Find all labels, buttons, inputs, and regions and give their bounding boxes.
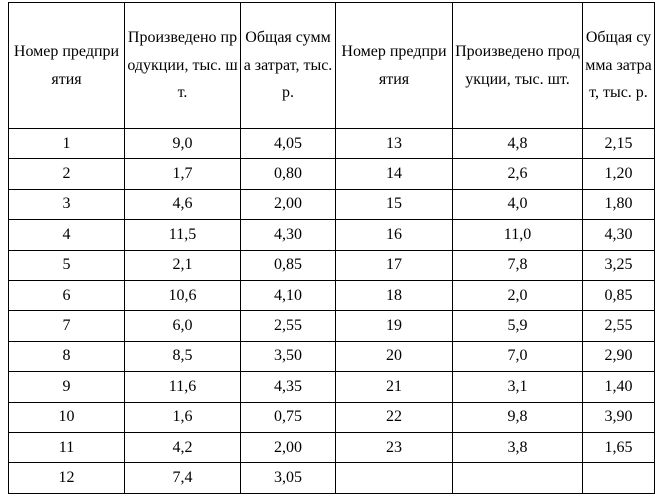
- cell-total-cost: 2,15: [583, 129, 655, 159]
- enterprise-cost-table: [8, 2, 655, 494]
- cell-total-cost: 0,85: [241, 250, 336, 280]
- cell-enterprise-number: 10: [9, 402, 125, 432]
- cell-total-cost: 3,05: [241, 463, 336, 493]
- cell-total-cost: 3,25: [583, 250, 655, 280]
- cell-output: 3,8: [453, 432, 583, 462]
- cell-output: 2,1: [125, 250, 241, 280]
- cell-output: 1,7: [125, 159, 241, 189]
- table-row: [9, 432, 655, 462]
- cell-total-cost: 4,30: [241, 220, 336, 250]
- header-output: Произведено продукции, тыс. шт.: [125, 3, 241, 129]
- cell-output: 7,8: [453, 250, 583, 280]
- cell-enterprise-number: 13: [336, 129, 453, 159]
- cell-enterprise-number: 21: [336, 372, 453, 402]
- cell-enterprise-number: 22: [336, 402, 453, 432]
- cell-total-cost: 4,10: [241, 280, 336, 310]
- cell-total-cost: 2,90: [583, 341, 655, 371]
- cell-output: 8,5: [125, 341, 241, 371]
- table-row: [9, 372, 655, 402]
- cell-output: 9,0: [125, 129, 241, 159]
- cell-output: 5,9: [453, 311, 583, 341]
- cell-enterprise-number: 4: [9, 220, 125, 250]
- cell-output: 3,1: [453, 372, 583, 402]
- cell-output: 11,6: [125, 372, 241, 402]
- cell-enterprise-number: 2: [9, 159, 125, 189]
- cell-output: 2,6: [453, 159, 583, 189]
- cell-total-cost: 2,55: [583, 311, 655, 341]
- cell-enterprise-number: 6: [9, 280, 125, 310]
- cell-enterprise-number: 12: [9, 463, 125, 493]
- cell-total-cost: 1,20: [583, 159, 655, 189]
- table-row: [9, 159, 655, 189]
- cell-enterprise-number: 7: [9, 311, 125, 341]
- cell-output: 9,8: [453, 402, 583, 432]
- cell-output: 4,6: [125, 189, 241, 219]
- cell-enterprise-number: 23: [336, 432, 453, 462]
- cell-total-cost: 1,65: [583, 432, 655, 462]
- cell-enterprise-number: 16: [336, 220, 453, 250]
- cell-output: 10,6: [125, 280, 241, 310]
- table-row: [9, 463, 655, 493]
- cell-output: 7,0: [453, 341, 583, 371]
- cell-output: 4,2: [125, 432, 241, 462]
- cell-total-cost: 1,40: [583, 372, 655, 402]
- cell-enterprise-number: [336, 463, 453, 493]
- table-row: [9, 129, 655, 159]
- cell-enterprise-number: 3: [9, 189, 125, 219]
- table-header-row: [9, 3, 655, 129]
- cell-enterprise-number: 1: [9, 129, 125, 159]
- cell-total-cost: 4,30: [583, 220, 655, 250]
- table-row: [9, 402, 655, 432]
- cell-total-cost: 0,75: [241, 402, 336, 432]
- cell-total-cost: 2,00: [241, 432, 336, 462]
- cell-total-cost: 2,55: [241, 311, 336, 341]
- cell-output: 4,8: [453, 129, 583, 159]
- table-row: [9, 189, 655, 219]
- table-row: [9, 280, 655, 310]
- cell-enterprise-number: 8: [9, 341, 125, 371]
- cell-total-cost: 0,80: [241, 159, 336, 189]
- cell-output: 7,4: [125, 463, 241, 493]
- table-row: [9, 341, 655, 371]
- cell-total-cost: 3,50: [241, 341, 336, 371]
- cell-output: 11,5: [125, 220, 241, 250]
- table-row: [9, 220, 655, 250]
- cell-enterprise-number: 17: [336, 250, 453, 280]
- cell-total-cost: 2,00: [241, 189, 336, 219]
- cell-enterprise-number: 5: [9, 250, 125, 280]
- cell-total-cost: 4,05: [241, 129, 336, 159]
- cell-enterprise-number: 19: [336, 311, 453, 341]
- header-output: Произведено продукции, тыс. шт.: [453, 3, 583, 129]
- cell-total-cost: 3,90: [583, 402, 655, 432]
- cell-enterprise-number: 14: [336, 159, 453, 189]
- cell-total-cost: 0,85: [583, 280, 655, 310]
- cell-enterprise-number: 9: [9, 372, 125, 402]
- cell-total-cost: [583, 463, 655, 493]
- header-enterprise-number: Номер предприятия: [9, 3, 125, 129]
- cell-output: [453, 463, 583, 493]
- cell-enterprise-number: 20: [336, 341, 453, 371]
- table-row: [9, 250, 655, 280]
- cell-total-cost: 4,35: [241, 372, 336, 402]
- cell-enterprise-number: 15: [336, 189, 453, 219]
- cell-total-cost: 1,80: [583, 189, 655, 219]
- cell-enterprise-number: 18: [336, 280, 453, 310]
- cell-output: 11,0: [453, 220, 583, 250]
- cell-output: 2,0: [453, 280, 583, 310]
- table-row: [9, 311, 655, 341]
- cell-output: 1,6: [125, 402, 241, 432]
- header-total-cost: Общая сумма затрат, тыс. р.: [241, 3, 336, 129]
- cell-output: 6,0: [125, 311, 241, 341]
- header-enterprise-number: Номер предприятия: [336, 3, 453, 129]
- cell-enterprise-number: 11: [9, 432, 125, 462]
- cell-output: 4,0: [453, 189, 583, 219]
- header-total-cost: Общая сумма затрат, тыс. р.: [583, 3, 655, 129]
